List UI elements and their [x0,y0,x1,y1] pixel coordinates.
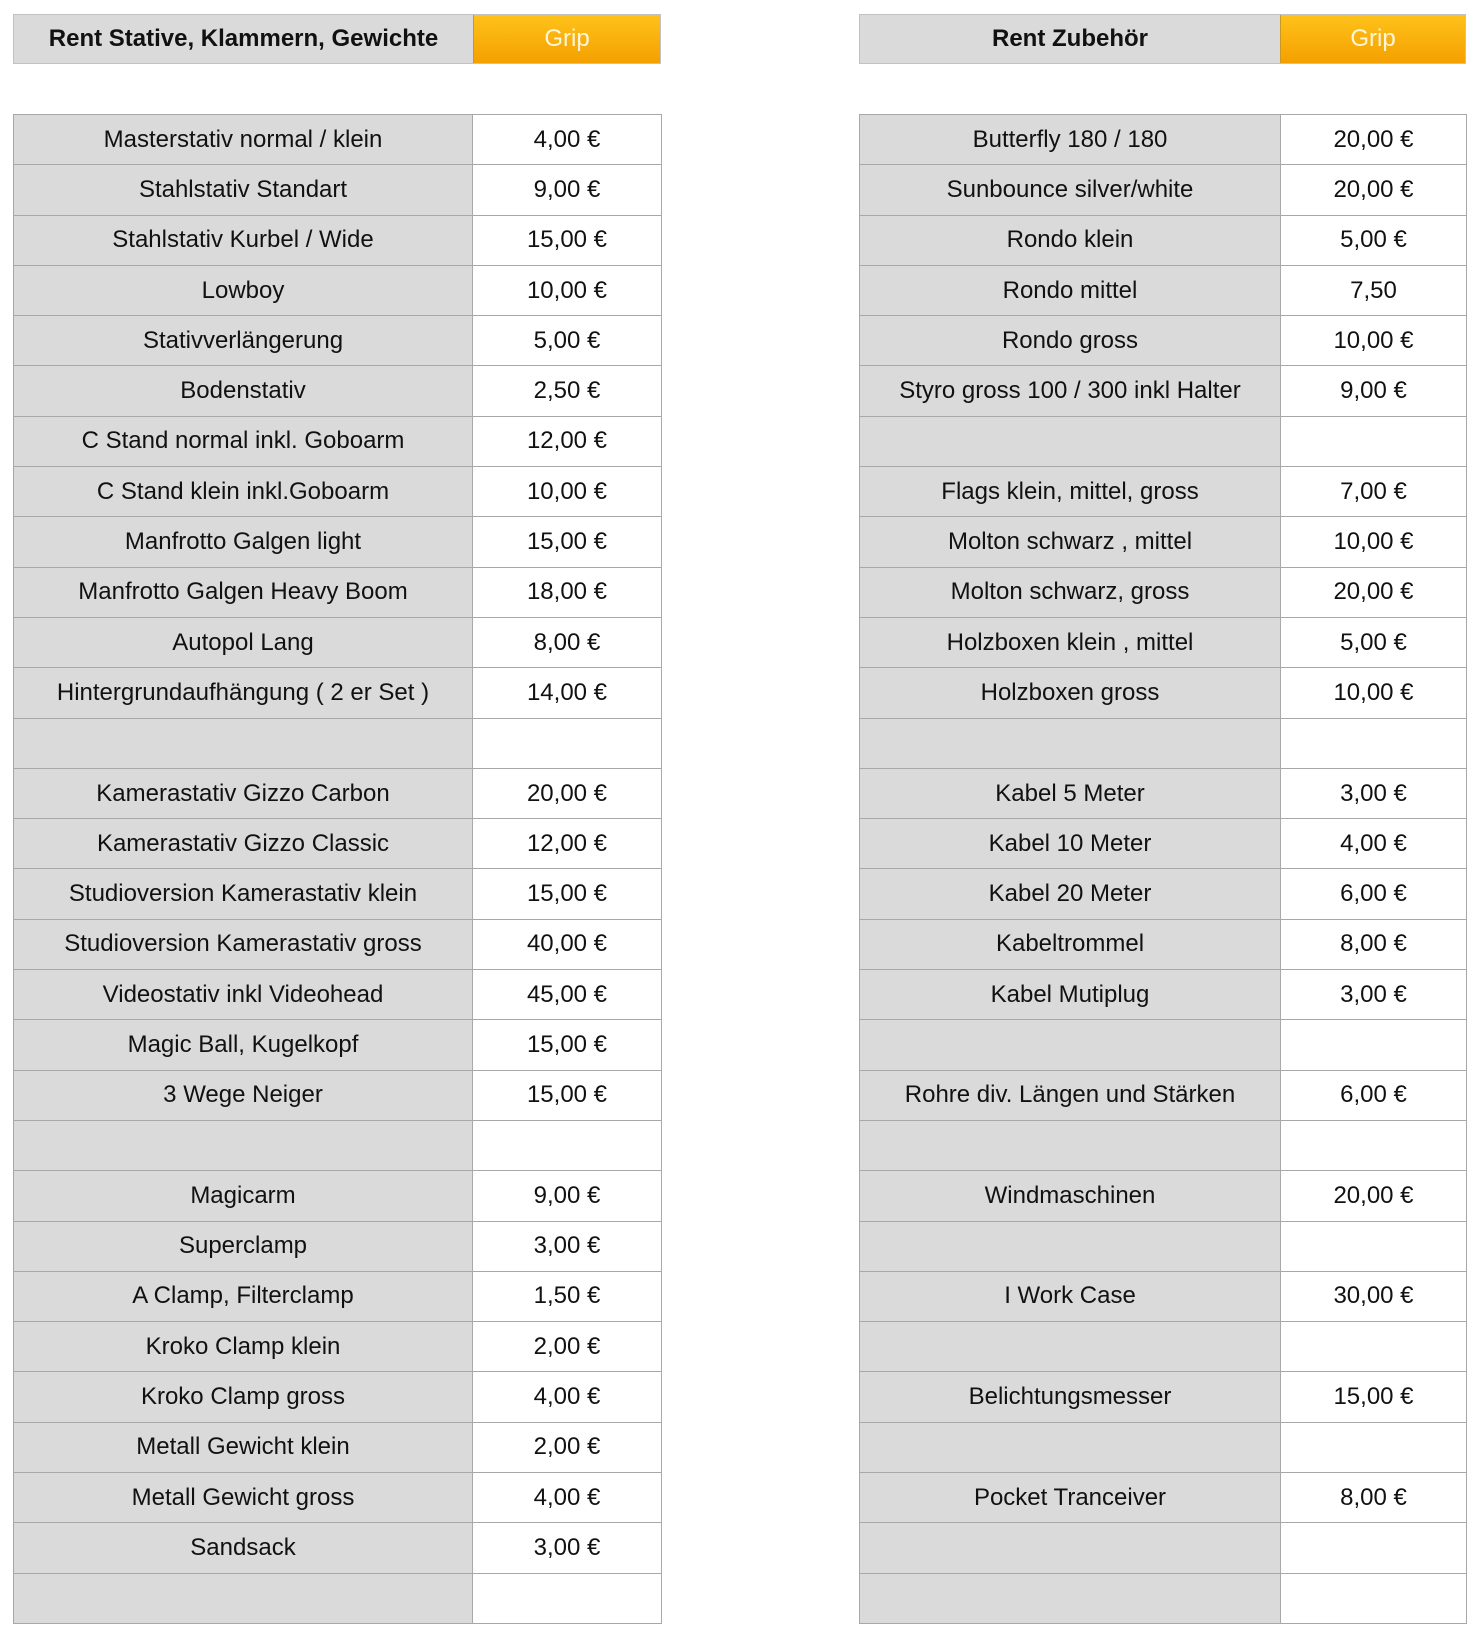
table-row [860,366,1467,416]
table-row [860,316,1467,366]
item-name: I Work Case [860,1272,1280,1321]
item-price: 2,00 € [472,1423,662,1472]
item-name: Bodenstativ [14,366,472,415]
item-name: Flags klein, mittel, gross [860,467,1280,516]
table-row [860,115,1467,165]
item-name: Manfrotto Galgen Heavy Boom [14,568,472,617]
table-row [860,819,1467,869]
left-grip-badge: Grip [473,15,660,63]
item-name: Superclamp [14,1222,472,1271]
table-row [14,869,662,919]
left-header [13,14,661,64]
item-price [472,719,662,768]
item-name: A Clamp, Filterclamp [14,1272,472,1321]
right-grip-badge: Grip [1280,15,1465,63]
item-price: 14,00 € [472,668,662,717]
table-row [860,1574,1467,1624]
item-name: Rondo mittel [860,266,1280,315]
left-header-title: Rent Stative, Klammern, Gewichte [14,15,473,63]
item-price: 20,00 € [1280,165,1467,214]
table-row [14,216,662,266]
item-name: Stativverlängerung [14,316,472,365]
item-price [1280,417,1467,466]
item-name [860,417,1280,466]
item-price [472,1574,662,1623]
item-name [860,1523,1280,1572]
item-price: 4,00 € [472,115,662,164]
left-price-table [13,114,662,1624]
item-price [1280,1322,1467,1371]
item-name [860,1423,1280,1472]
item-name: Kabel 10 Meter [860,819,1280,868]
table-row [860,1423,1467,1473]
item-price: 9,00 € [1280,366,1467,415]
table-row [14,115,662,165]
item-price [1280,1121,1467,1170]
item-name: Molton schwarz , mittel [860,517,1280,566]
table-row [14,1020,662,1070]
item-price: 3,00 € [1280,769,1467,818]
table-row [860,668,1467,718]
item-price: 15,00 € [472,869,662,918]
item-name: Kabel 20 Meter [860,869,1280,918]
table-row [860,618,1467,668]
item-price: 8,00 € [1280,1473,1467,1522]
item-price: 20,00 € [472,769,662,818]
table-row [860,568,1467,618]
item-name: Kabel Mutiplug [860,970,1280,1019]
item-price: 10,00 € [1280,517,1467,566]
item-price: 4,00 € [472,1372,662,1421]
right-header-title: Rent Zubehör [860,15,1280,63]
item-name: Metall Gewicht klein [14,1423,472,1472]
table-row [860,920,1467,970]
item-name: C Stand normal inkl. Goboarm [14,417,472,466]
item-name: Holzboxen klein , mittel [860,618,1280,667]
item-price [1280,1423,1467,1472]
table-row [14,618,662,668]
table-row [14,1574,662,1624]
item-price: 3,00 € [472,1523,662,1572]
table-row [14,366,662,416]
table-row [14,1423,662,1473]
table-row [860,1473,1467,1523]
item-name: Butterfly 180 / 180 [860,115,1280,164]
table-row [860,1372,1467,1422]
item-price [1280,719,1467,768]
item-name: Manfrotto Galgen light [14,517,472,566]
table-row [860,165,1467,215]
item-name [14,1574,472,1623]
item-name: Holzboxen gross [860,668,1280,717]
item-name [860,1574,1280,1623]
item-price: 6,00 € [1280,1071,1467,1120]
item-name [14,1121,472,1170]
item-name [860,1222,1280,1271]
item-price: 15,00 € [472,216,662,265]
item-name: Studioversion Kamerastativ klein [14,869,472,918]
table-row [860,869,1467,919]
item-price: 5,00 € [1280,216,1467,265]
item-name: 3 Wege Neiger [14,1071,472,1120]
item-name: Masterstativ normal / klein [14,115,472,164]
item-name: Magicarm [14,1171,472,1220]
item-price: 45,00 € [472,970,662,1019]
table-row [860,1020,1467,1070]
item-price: 9,00 € [472,1171,662,1220]
table-row [14,769,662,819]
item-name [14,719,472,768]
item-price: 2,50 € [472,366,662,415]
table-row [860,769,1467,819]
table-row [860,1322,1467,1372]
table-row [860,1523,1467,1573]
table-row [14,316,662,366]
table-row [860,719,1467,769]
item-name: Stahlstativ Standart [14,165,472,214]
item-name: Videostativ inkl Videohead [14,970,472,1019]
item-name: Hintergrundaufhängung ( 2 er Set ) [14,668,472,717]
item-price: 7,00 € [1280,467,1467,516]
item-name: Kabel 5 Meter [860,769,1280,818]
item-price: 30,00 € [1280,1272,1467,1321]
item-price: 9,00 € [472,165,662,214]
right-price-table [859,114,1467,1624]
table-row [14,517,662,567]
item-price: 10,00 € [472,467,662,516]
table-row [860,517,1467,567]
item-price: 3,00 € [1280,970,1467,1019]
table-row [14,568,662,618]
item-price: 12,00 € [472,819,662,868]
table-row [860,417,1467,467]
table-row [860,1171,1467,1221]
item-price: 6,00 € [1280,869,1467,918]
item-price: 1,50 € [472,1272,662,1321]
item-name: Kroko Clamp gross [14,1372,472,1421]
right-header [859,14,1466,64]
item-name [860,1322,1280,1371]
item-price [1280,1020,1467,1069]
item-name: C Stand klein inkl.Goboarm [14,467,472,516]
table-row [860,1071,1467,1121]
item-name: Rondo klein [860,216,1280,265]
item-price: 10,00 € [1280,316,1467,365]
item-price: 3,00 € [472,1222,662,1271]
item-price [1280,1523,1467,1572]
item-name: Styro gross 100 / 300 inkl Halter [860,366,1280,415]
item-price: 18,00 € [472,568,662,617]
table-row [14,920,662,970]
item-name: Rondo gross [860,316,1280,365]
item-name: Lowboy [14,266,472,315]
table-row [14,417,662,467]
table-row [14,1071,662,1121]
table-row [14,165,662,215]
table-row [860,970,1467,1020]
table-row [14,1523,662,1573]
item-name: Rohre div. Längen und Stärken [860,1071,1280,1120]
item-name [860,1020,1280,1069]
item-price: 10,00 € [1280,668,1467,717]
item-price: 8,00 € [1280,920,1467,969]
table-row [860,467,1467,517]
table-row [14,1272,662,1322]
item-name: Molton schwarz, gross [860,568,1280,617]
item-name [860,719,1280,768]
item-name: Kamerastativ Gizzo Classic [14,819,472,868]
item-price: 40,00 € [472,920,662,969]
item-price: 15,00 € [472,1071,662,1120]
item-name: Magic Ball, Kugelkopf [14,1020,472,1069]
table-row [14,1171,662,1221]
item-name: Sunbounce silver/white [860,165,1280,214]
item-name: Kabeltrommel [860,920,1280,969]
table-row [14,970,662,1020]
item-price: 4,00 € [472,1473,662,1522]
item-price: 20,00 € [1280,568,1467,617]
table-row [860,1272,1467,1322]
item-name: Kamerastativ Gizzo Carbon [14,769,472,818]
table-row [14,1121,662,1171]
table-row [860,216,1467,266]
item-price: 20,00 € [1280,115,1467,164]
item-name: Belichtungsmesser [860,1372,1280,1421]
table-row [860,1121,1467,1171]
table-row [14,1222,662,1272]
table-row [14,1473,662,1523]
item-name: Studioversion Kamerastativ gross [14,920,472,969]
table-row [860,1222,1467,1272]
table-row [14,819,662,869]
item-price [472,1121,662,1170]
item-name: Kroko Clamp klein [14,1322,472,1371]
table-row [14,266,662,316]
item-price: 15,00 € [472,517,662,566]
item-price [1280,1222,1467,1271]
item-name: Pocket Tranceiver [860,1473,1280,1522]
item-price: 2,00 € [472,1322,662,1371]
item-price [1280,1574,1467,1623]
item-price: 20,00 € [1280,1171,1467,1220]
table-row [14,668,662,718]
item-name: Stahlstativ Kurbel / Wide [14,216,472,265]
item-price: 10,00 € [472,266,662,315]
item-price: 5,00 € [472,316,662,365]
item-price: 8,00 € [472,618,662,667]
item-price: 12,00 € [472,417,662,466]
item-name: Windmaschinen [860,1171,1280,1220]
item-name: Sandsack [14,1523,472,1572]
item-price: 15,00 € [472,1020,662,1069]
item-price: 4,00 € [1280,819,1467,868]
table-row [860,266,1467,316]
item-name [860,1121,1280,1170]
table-row [14,467,662,517]
item-name: Metall Gewicht gross [14,1473,472,1522]
item-price: 7,50 [1280,266,1467,315]
item-price: 15,00 € [1280,1372,1467,1421]
item-name: Autopol Lang [14,618,472,667]
table-row [14,1322,662,1372]
table-row [14,1372,662,1422]
table-row [14,719,662,769]
item-price: 5,00 € [1280,618,1467,667]
